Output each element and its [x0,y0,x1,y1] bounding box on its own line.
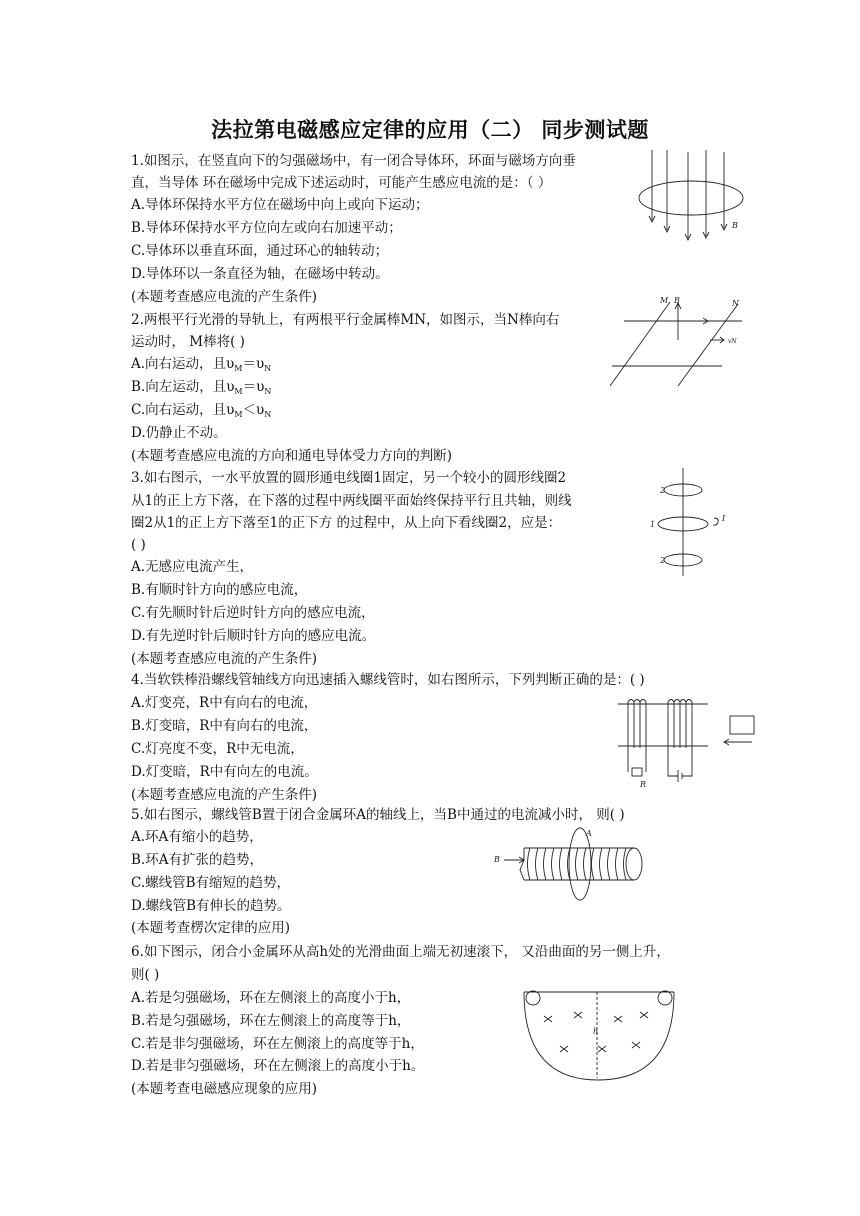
q5-label-b: B [494,855,500,864]
q4-figure-solenoid-circuit [612,694,758,790]
q2-note: (本题考查感应电流的方向和通电导体受力方向的判断) [131,448,453,464]
q5-option-c: C.螺线管B有缩短的趋势， [131,875,291,891]
q6-figure-bowl [520,986,678,1082]
q5-option-b: B.环A有扩张的趋势， [131,852,263,868]
q3-option-a: A.无感应电流产生， [131,559,254,575]
q2-option-b: B.向左运动，且$\upsilon_M=\upsilon_N$ [131,379,272,396]
q4-option-a: A.灯变亮，R中有向右的电流， [131,695,318,711]
q2-stem-line-2: 运动时， M棒将( ) [131,334,245,350]
q3-label-2-bottom: 2 [660,556,666,565]
page-title: 法拉第电磁感应定律的应用（二） 同步测试题 [211,118,649,142]
q5-label-a: A [586,829,592,838]
q1-option-a: A.导体环保持水平方位在磁场中向上或向下运动； [131,197,429,213]
q5-note: (本题考查楞次定律的应用) [131,920,291,936]
q3-label-i: I [722,514,726,523]
q3-stem-line-2: 从1的正上方下落，在下落的过程中两线圈平面始终保持平行且共轴，则线 [131,493,572,509]
q1-option-c: C.导体环以垂直环面，通过环心的轴转动； [131,243,389,259]
q3-note: (本题考查感应电流的产生条件) [131,651,318,667]
q1-note: (本题考查感应电流的产生条件) [131,289,318,305]
q4-note: (本题考查感应电流的产生条件) [131,787,318,803]
q4-option-d: D.灯变暗，R中有向左的电流。 [131,764,318,780]
q6-option-c: C.若是非匀强磁场，环在左侧滚上的高度等于h， [131,1036,424,1052]
q6-label-h: h [593,1027,599,1036]
q2-label-m: M [660,296,669,305]
q1-stem-line-2: 直，当导体 环在磁场中完成下述运动时，可能产生感应电流的是：（ ） [131,175,552,191]
q3-label-2-top: 2 [660,486,666,495]
q5-stem-line-1: 5.如右图示，螺线管B置于闭合金属环A的轴线上，当B中通过的电流减小时， 则( ) [131,807,625,823]
q2-label-b: B [674,296,680,305]
q6-stem-line-1: 6.如下图示，闭合小金属环从高h处的光滑曲面上端无初速滚下， 又沿曲面的另一侧上升， [131,944,670,960]
q1-stem-line-1: 1.如图示，在竖直向下的匀强磁场中，有一闭合导体环，环面与磁场方向垂 [131,153,576,169]
q6-option-a: A.若是匀强磁场，环在左侧滚上的高度小于h， [131,990,411,1006]
q2-figure-rails [610,294,744,389]
q5-figure-ring-and-solenoid [490,826,658,910]
q5-option-d: D.螺线管B有伸长的趋势。 [131,898,291,914]
q3-option-b: B.有顺时针方向的感应电流， [131,582,308,598]
q3-stem-line-3: 圈2从1的正上方下落至1的正下方 的过程中，从上向下看线圈2，应是： [131,515,562,531]
q3-stem-line-1: 3.如右图示，一水平放置的圆形通电线圈1固定，另一个较小的圆形线圈2 [131,470,567,486]
q6-stem-line-2: 则( ) [131,967,160,983]
q2-option-c: C.向右运动，且$\upsilon_M<\upsilon_N$ [131,402,272,419]
q6-option-d: D.若是非匀强磁场，环在左侧滚上的高度小于h。 [131,1058,425,1074]
q4-option-c: C.灯亮度不变，R中无电流， [131,741,304,757]
q1-option-b: B.导体环保持水平方位向左或向右加速平动； [131,220,402,236]
q1-field-label: B [732,221,738,230]
q3-stem-line-4: ( ) [131,537,146,553]
q5-option-a: A.环A有缩小的趋势， [131,829,263,845]
q2-label-n: N [732,299,739,308]
q2-label-vn: vN [728,338,737,345]
q1-option-d: D.导体环以一条直径为轴，在磁场中转动。 [131,266,389,282]
q4-label-r: R [640,780,647,789]
q6-note: (本题考查电磁感应现象的应用) [131,1081,318,1097]
q4-stem-line-1: 4.当软铁棒沿螺线管轴线方向迅速插入螺线管时，如右图所示，下列判断正确的是：( ) [131,672,645,688]
q4-option-b: B.灯变暗，R中有向右的电流， [131,718,318,734]
q2-option-a: A.向右运动，且$\upsilon_M=\upsilon_N$ [131,356,272,373]
q3-option-d: D.有先逆时针后顺时针方向的感应电流。 [131,628,376,644]
q3-option-c: C.有先顺时针后逆时针方向的感应电流， [131,605,375,621]
q3-figure-coils [648,468,738,578]
q6-option-b: B.若是匀强磁场，环在左侧滚上的高度等于h， [131,1013,411,1029]
q2-option-d: D.仍静止不动。 [131,425,227,441]
q2-stem-line-1: 2.两根平行光滑的导轨上，有两根平行金属棒MN，如图示，当N棒向右 [131,312,560,328]
q3-label-1: 1 [650,520,656,529]
q1-figure-ring-in-field [634,150,749,242]
